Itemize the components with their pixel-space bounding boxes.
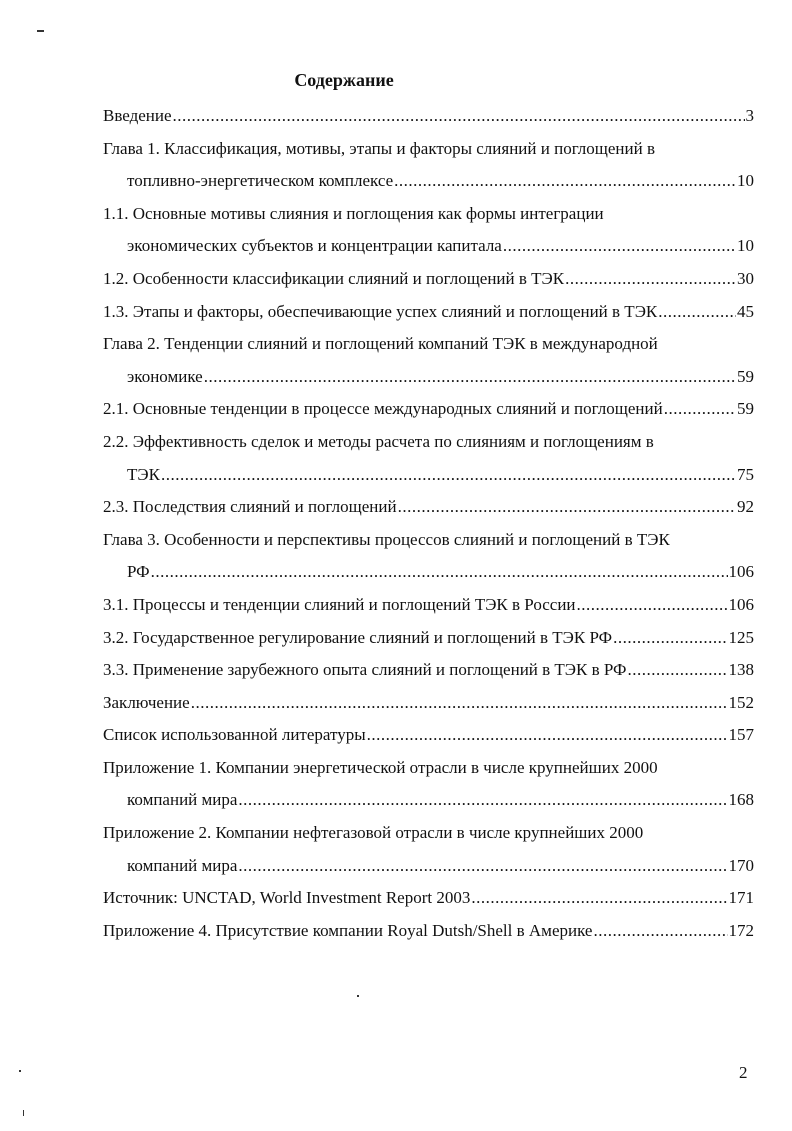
dot-leader: [471, 882, 727, 915]
toc-entry: [103, 263, 754, 296]
scan-speck: [23, 1110, 24, 1116]
toc-entry-page: 106: [728, 594, 754, 614]
toc-entry-title: Глава 1. Классификация, мотивы, этапы и факторы слияний и поглощений в: [103, 138, 655, 158]
toc-entry-page: 125: [728, 627, 754, 647]
toc-entry-title: 1.3. Этапы и факторы, обеспечивающие успех слияний и поглощений в ТЭК: [103, 301, 658, 321]
toc-entry: [103, 491, 754, 524]
toc-entry: [103, 654, 754, 687]
toc-entry-page: 172: [728, 920, 754, 940]
toc-entry-page: 75: [737, 464, 754, 484]
toc-entry: [103, 361, 754, 394]
toc-entry-title: топливно-энергетическом комплексе: [127, 171, 394, 191]
toc-entry-title: 1.2. Особенности классификации слияний и поглощений в ТЭК: [103, 268, 565, 288]
dot-leader: [238, 784, 727, 817]
toc-entry-page: 170: [728, 855, 754, 875]
toc-entry: [103, 622, 754, 655]
toc-entry-page: 10: [737, 171, 754, 191]
toc-entry-page: 59: [737, 366, 754, 386]
toc-entry-title: Приложение 1. Компании энергетической отрасли в числе крупнейших 2000: [103, 757, 658, 777]
toc-entry: [103, 393, 754, 426]
toc-entry-title: 2.1. Основные тенденции в процессе международных слияний и поглощений: [103, 399, 663, 419]
toc-entry-title: РФ: [127, 562, 150, 582]
scan-speck: [357, 995, 359, 997]
page-number: 2: [739, 1063, 748, 1082]
dot-leader: [593, 915, 727, 948]
toc-entry-title: 3.1. Процессы и тенденции слияний и поглощений ТЭК в России: [103, 594, 576, 614]
toc-entry: [103, 556, 754, 589]
dot-leader: [577, 589, 728, 622]
toc-entry-title: 1.1. Основные мотивы слияния и поглощения как формы интеграции: [103, 203, 604, 223]
scan-speck: [37, 30, 44, 32]
toc-entry: [103, 915, 754, 948]
toc-entry: [103, 687, 754, 720]
toc-entry-title: экономике: [127, 366, 203, 386]
toc-entry: [103, 589, 754, 622]
toc-entry-title: компаний мира: [127, 855, 238, 875]
toc-entry-title: экономических субъектов и концентрации капитала: [127, 236, 502, 256]
dot-leader: [173, 100, 745, 133]
dot-leader: [204, 361, 736, 394]
toc-entry-title: Список использованной литературы: [103, 725, 366, 745]
toc-entry-title: 2.2. Эффективность сделок и методы расчета по слияниям и поглощениям в: [103, 431, 654, 451]
toc-entry-page: 157: [728, 725, 754, 745]
dot-leader: [161, 459, 736, 492]
toc-entry-title: ТЭК: [127, 464, 160, 484]
toc-entry-title: Введение: [103, 106, 172, 125]
toc-entry-title: 3.3. Применение зарубежного опыта слияний и поглощений в ТЭК в РФ: [103, 660, 627, 680]
toc-entry: [103, 719, 754, 752]
toc-entry-page: 171: [728, 888, 754, 908]
toc-entry-title: Приложение 4. Присутствие компании Royal Dutsh/Shell в Америке: [103, 920, 593, 940]
toc-entry-page: 106: [728, 562, 754, 582]
toc-entry-page: 3: [745, 106, 754, 125]
dot-leader: [503, 230, 736, 263]
dot-leader: [238, 850, 727, 883]
toc-entry-page: 45: [737, 301, 754, 321]
dot-leader: [613, 622, 727, 655]
toc-entry-title: Приложение 2. Компании нефтегазовой отрасли в числе крупнейших 2000: [103, 823, 644, 843]
toc-entry-page: 59: [737, 399, 754, 419]
dot-leader: [398, 491, 736, 524]
toc-entry-page: 10: [737, 236, 754, 256]
toc-entry: [103, 850, 754, 883]
toc-entry-page: 92: [737, 497, 754, 517]
toc-entry-page: 168: [728, 790, 754, 810]
toc-entry-title: Источник: UNCTAD, World Investment Report 2003: [103, 888, 471, 908]
toc-entry-page: 30: [737, 268, 754, 288]
toc-entry: [103, 784, 754, 817]
dot-leader: [658, 296, 736, 329]
toc-entry: [103, 296, 754, 329]
dot-leader: [394, 165, 736, 198]
scan-speck: [19, 1070, 21, 1072]
dot-leader: [151, 556, 728, 589]
dot-leader: [367, 719, 728, 752]
toc-entry: [103, 459, 754, 492]
dot-leader: [191, 687, 728, 720]
toc-entry-page: 152: [728, 692, 754, 712]
table-of-contents: [103, 100, 754, 947]
toc-entry-page: 138: [728, 660, 754, 680]
toc-entry-title: Заключение: [103, 692, 190, 712]
toc-entry: [103, 100, 754, 133]
toc-entry-title: 3.2. Государственное регулирование слияний и поглощений в ТЭК РФ: [103, 627, 613, 647]
toc-entry-title: 2.3. Последствия слияний и поглощений: [103, 497, 397, 517]
toc-entry: [103, 230, 754, 263]
toc-entry-title: Глава 2. Тенденции слияний и поглощений компаний ТЭК в международной: [103, 334, 658, 354]
toc-entry-title: Глава 3. Особенности и перспективы процессов слияний и поглощений в ТЭК: [103, 529, 670, 549]
toc-heading: Содержание: [294, 70, 394, 90]
toc-entry: [103, 165, 754, 198]
dot-leader: [565, 263, 736, 296]
dot-leader: [628, 654, 728, 687]
toc-entry: [103, 882, 754, 915]
dot-leader: [664, 393, 736, 426]
toc-entry-title: компаний мира: [127, 790, 238, 810]
